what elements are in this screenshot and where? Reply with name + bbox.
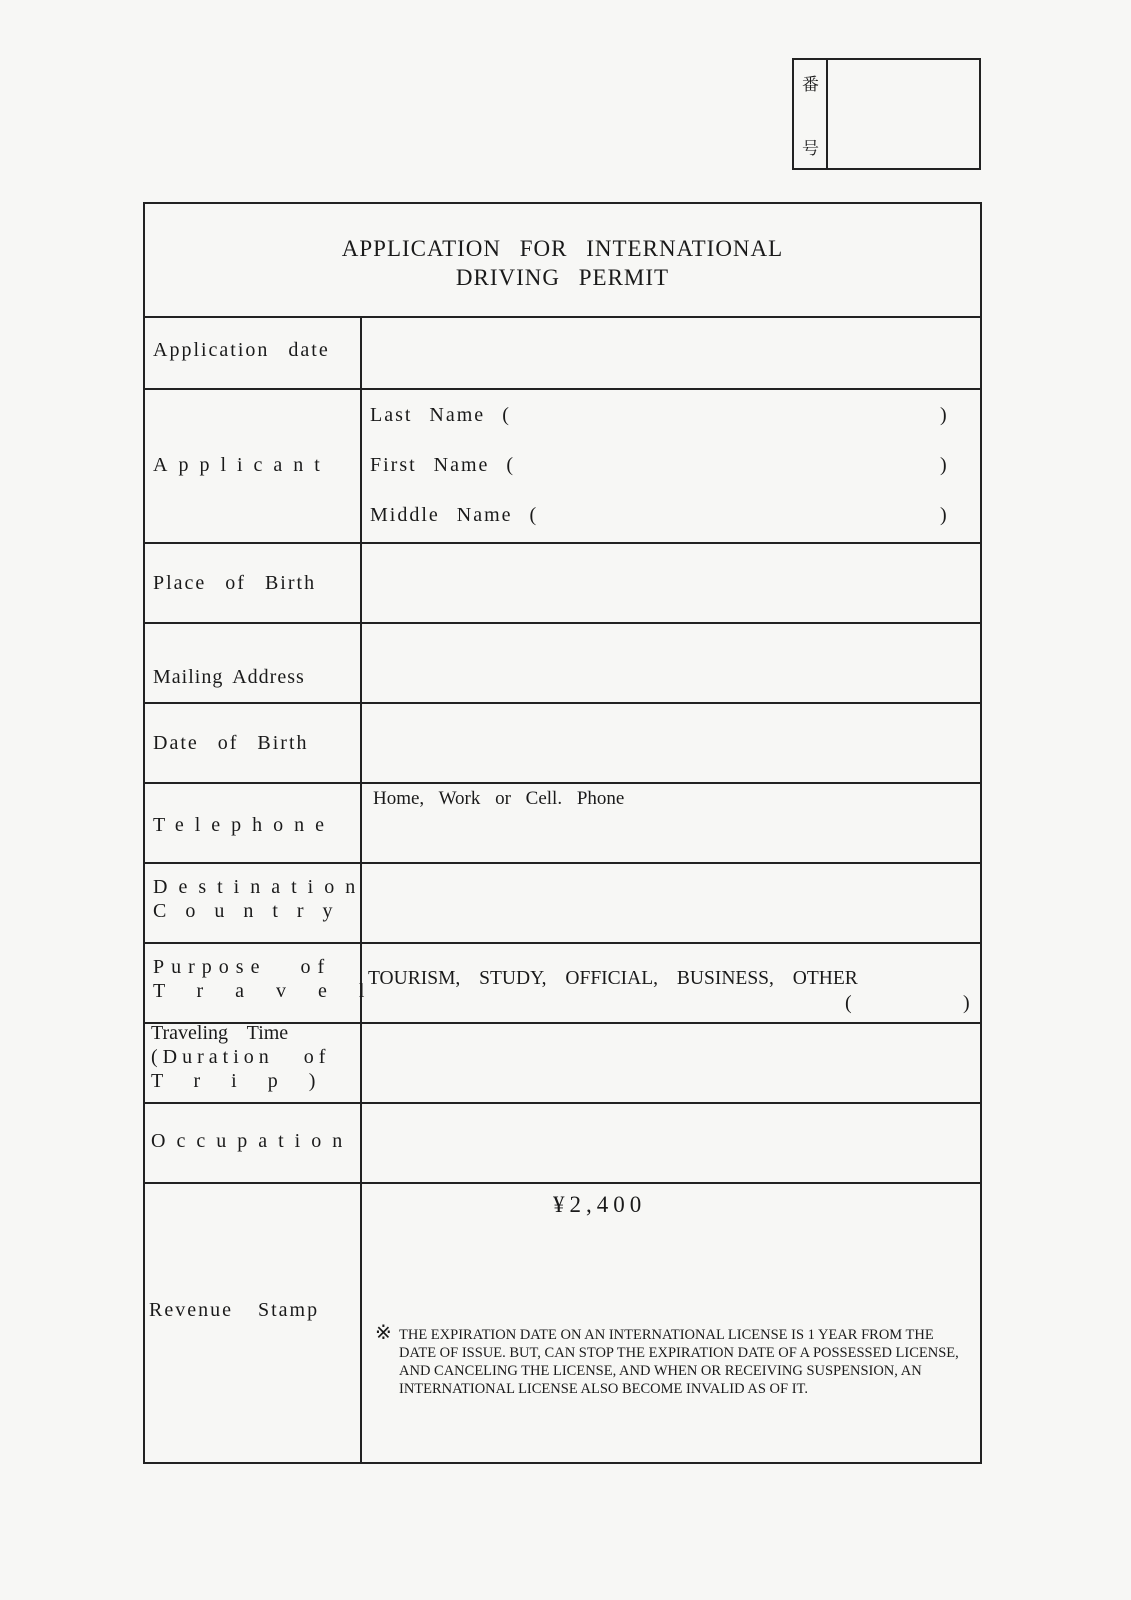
number-label-top: 番	[802, 75, 819, 94]
label-occupation: Occupation	[151, 1130, 354, 1152]
application-date-field[interactable]	[362, 318, 980, 388]
divider	[145, 942, 980, 944]
application-form	[143, 202, 982, 1464]
label-traveling-line3: Trip)	[151, 1070, 347, 1092]
place-of-birth-field[interactable]	[362, 544, 980, 622]
number-box	[792, 58, 981, 170]
form-title-line2: DRIVING PERMIT	[455, 265, 670, 290]
label-revenue-stamp: Revenue Stamp	[149, 1299, 320, 1321]
label-telephone: Telephone	[153, 814, 336, 836]
middle-name-label: Middle Name (	[370, 504, 539, 526]
notice-text: THE EXPIRATION DATE ON AN INTERNATIONAL LICENSE IS 1 YEAR FROM THE DATE OF ISSUE. BUT, CAN STOP THE EXPIRATION DATE OF A POSSESSED LICENSE, AND CANCELING THE LICENSE, AND WHEN OR RECEIVING SUSPENSION, AN INTERNATIONAL LICENSE ALSO BECOME INVALID AS OF IT.	[399, 1327, 959, 1397]
first-name-field[interactable]	[545, 450, 925, 480]
first-name-label: First Name (	[370, 454, 516, 476]
middle-name-close-paren: )	[940, 504, 947, 526]
label-place-of-birth: Place of Birth	[153, 572, 317, 594]
divider	[145, 782, 980, 784]
number-field[interactable]	[828, 60, 979, 168]
reference-mark-icon: ※	[375, 1322, 392, 1344]
last-name-label: Last Name (	[370, 404, 511, 426]
divider	[145, 388, 980, 390]
form-title-line1: APPLICATION FOR INTERNATIONAL	[341, 236, 784, 261]
number-label-bottom: 号	[802, 139, 819, 158]
label-date-of-birth: Date of Birth	[153, 732, 309, 754]
first-name-close-paren: )	[940, 454, 947, 476]
telephone-hint: Home, Work or Cell. Phone	[373, 788, 625, 809]
last-name-close-paren: )	[940, 404, 947, 426]
fee-amount: ¥2,400	[553, 1192, 647, 1217]
expiration-notice	[375, 1322, 965, 1398]
date-of-birth-field[interactable]	[362, 704, 980, 782]
label-destination-line2: Country	[153, 900, 352, 922]
revenue-stamp-field[interactable]	[362, 1224, 980, 1319]
label-application-date: Application date	[153, 339, 330, 361]
label-purpose-line2: Travel	[153, 980, 397, 1002]
number-label	[794, 60, 828, 168]
label-purpose-line1: Purpose of	[153, 956, 332, 978]
purpose-options[interactable]: TOURISM, STUDY, OFFICIAL, BUSINESS, OTHER	[368, 968, 858, 989]
label-mailing-address: Mailing Address	[153, 666, 305, 688]
divider	[145, 1182, 980, 1184]
destination-country-field[interactable]	[362, 864, 980, 942]
mailing-address-field[interactable]	[362, 624, 980, 702]
last-name-field[interactable]	[545, 400, 925, 430]
label-destination-line1: Destination	[153, 876, 367, 898]
label-traveling-line2: (Duration of	[151, 1046, 331, 1068]
purpose-other-close-paren: )	[963, 992, 970, 1014]
label-applicant: Applicant	[153, 454, 331, 476]
traveling-time-field[interactable]	[362, 1024, 980, 1102]
middle-name-field[interactable]	[555, 500, 925, 530]
telephone-field[interactable]	[362, 816, 980, 862]
purpose-other-field[interactable]	[857, 990, 957, 1018]
label-traveling-line1: Traveling Time	[151, 1022, 289, 1044]
purpose-other-open-paren: (	[845, 992, 852, 1014]
occupation-field[interactable]	[362, 1104, 980, 1182]
